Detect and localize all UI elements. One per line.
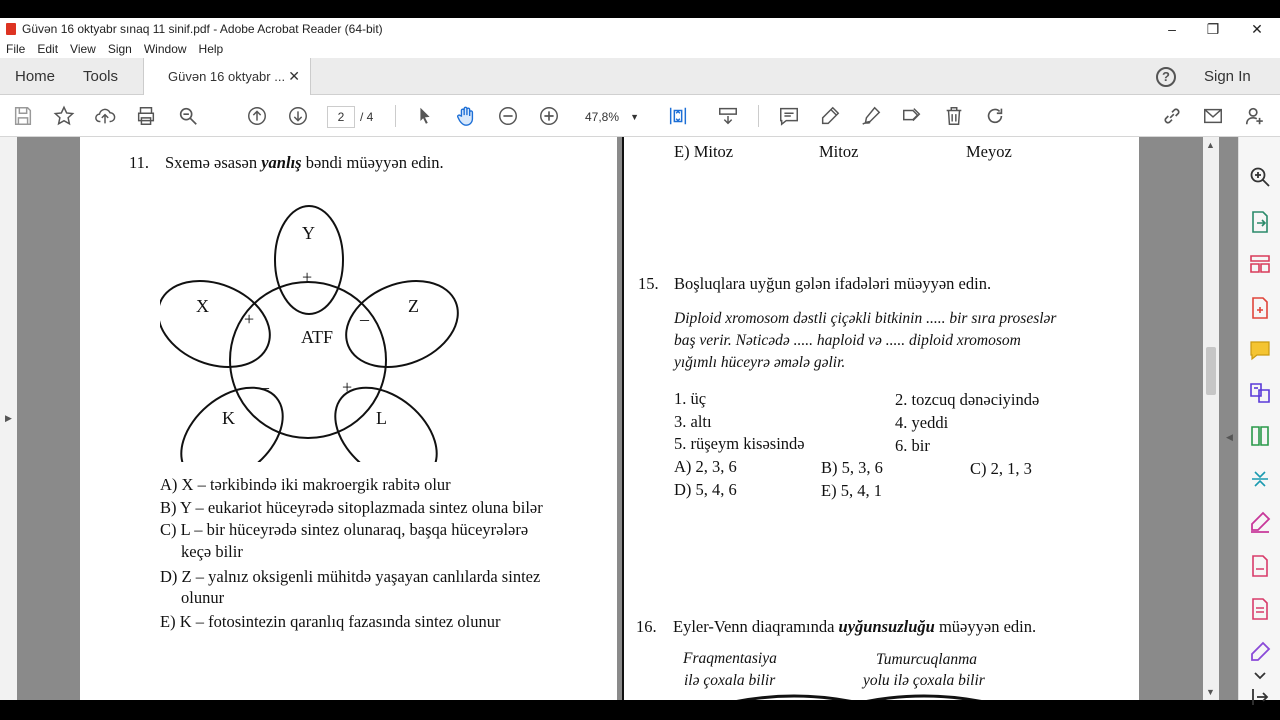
expand-pane-icon[interactable] [1248,685,1272,709]
option-b: B) Y – eukariot hüceyrədə sitoplazmada sintez oluna bilər [160,498,543,517]
question-16-text [673,617,1036,637]
tab-bar [0,58,1280,95]
petal-x-label: X [196,296,209,316]
petal-k-label: K [222,408,235,428]
menu-sign[interactable]: Sign [107,42,132,56]
q16-text-emphasis: uyğunsuzluğu [838,617,935,636]
option-e: E) K – fotosintezin qaranlıq fazasında sintez olunur [160,612,501,631]
scroll-up-icon[interactable]: ▲ [1206,140,1215,150]
q16-text-pre: Eyler-Venn diaqramında [673,617,839,636]
scan-ocr-icon[interactable] [1248,467,1272,491]
q15-item-5: 5. rüşeym kisəsində [674,434,805,453]
zoom-in-icon[interactable] [536,103,562,129]
option-d-cont: olunur [181,588,225,607]
sign-y: + [302,267,313,287]
toolbar-divider [395,105,396,127]
acrobat-window [0,18,1280,700]
pdf-page-left [80,137,617,700]
search-zoom-icon[interactable] [1248,165,1272,189]
venn-label-right-1: Tumurcuqlanma [876,651,978,668]
option-d: D) Z – yalnız oksigenli mühitdə yaşayan canlılarda sintez [160,567,541,586]
protect-pdf-icon[interactable] [1248,597,1272,621]
q15-item-3: 3. altı [674,412,712,431]
bookmark-star-icon[interactable] [51,103,77,129]
question-11-number: 11. [129,153,150,172]
close-tab-icon[interactable]: ✕ [288,68,300,84]
q15-answer-e: E) 5, 4, 1 [821,481,882,500]
sign-l: + [342,377,353,397]
question-11-text [165,153,444,173]
petal-x [160,265,283,383]
question-15-number: 15. [638,274,659,293]
option-c: C) L – bir hüceyrədə sintez olunaraq, başqa hüceyrələrə [160,520,529,539]
fill-sign-icon[interactable] [1248,510,1272,534]
help-icon[interactable]: ? [1156,67,1176,87]
highlight-pen-icon[interactable] [817,103,843,129]
menu-edit[interactable]: Edit [37,42,59,56]
edit-stamp-icon[interactable] [899,103,925,129]
acrobat-app-icon [6,23,16,35]
q15-item-1: 1. üç [674,389,707,408]
zoom-value: 47,8% [585,110,620,124]
zoom-select[interactable] [575,106,645,128]
tab-tools[interactable]: Tools [83,68,119,85]
q15-item-6: 6. bir [895,436,930,455]
scroll-mode-icon[interactable] [715,103,741,129]
toolbar-divider [758,105,759,127]
combine-files-icon[interactable] [1248,381,1272,405]
chevron-down-icon[interactable] [1248,665,1272,679]
export-pdf-icon[interactable] [1248,210,1272,234]
hand-tool-icon[interactable] [453,103,479,129]
petal-y-label: Y [302,223,315,243]
mitoz-label: Mitoz [819,142,859,161]
venn-label-left-2: ilə çoxala bilir [684,672,776,689]
tab-home[interactable]: Home [15,68,56,85]
diagram-center-label: ATF [301,327,334,347]
menu-window[interactable]: Window [143,42,187,56]
print-icon[interactable] [133,103,159,129]
venn-label-right-2: yolu ilə çoxala bilir [863,672,985,689]
chevron-down-icon: ▼ [630,112,639,122]
venn-circles-top [714,692,1044,700]
menu-bar [0,40,1280,58]
menu-file[interactable]: File [6,42,26,56]
sign-in-button[interactable]: Sign In [1204,68,1251,85]
sign-z: – [360,309,369,329]
scrollbar-thumb[interactable] [1206,347,1216,395]
tab-document[interactable] [143,58,311,96]
previous-page-icon[interactable] [244,103,270,129]
q15-body-line-3: yığımlı hüceyrə əmələ gəlir. [674,354,846,371]
email-icon[interactable] [1200,103,1226,129]
q15-answer-c: C) 2, 1, 3 [970,459,1032,478]
share-link-icon[interactable] [1159,103,1185,129]
collapse-right-pane-icon[interactable]: ◀ [1226,432,1233,442]
venn-label-left-1: Fraqmentasiya [683,650,777,667]
q15-body-line-1: Diploid xromosom dəstli çiçəkli bitkinin ..... bir sıra proseslər [674,310,1057,327]
petal-z [333,265,460,383]
q15-item-2: 2. tozcuq dənəciyində [895,390,1040,409]
document-tab-label: Güvən 16 oktyabr ... [168,69,286,84]
comment-icon[interactable] [776,103,802,129]
document-viewport[interactable] [0,137,1238,700]
q11-text-pre: Sxemə əsasən [165,153,262,172]
add-user-icon[interactable] [1242,103,1268,129]
q16-text-post: müəyyən edin. [934,617,1037,636]
zoom-out-icon[interactable] [495,103,521,129]
title-bar [0,18,1280,40]
vertical-scrollbar[interactable] [1203,137,1219,700]
fit-page-icon[interactable] [665,103,691,129]
pdf-page-right [622,137,1139,700]
q11-text-emphasis: yanlış [261,153,302,172]
sign-pen-icon[interactable] [858,103,884,129]
meyoz-label: Meyoz [966,142,1012,161]
q15-item-4: 4. yeddi [895,413,949,432]
find-icon[interactable] [175,103,201,129]
option-a: A) X – tərkibində iki makroergik rabitə olur [160,475,451,494]
window-title: Güvən 16 oktyabr sınaq 11 sinif.pdf - Adobe Acrobat Reader (64-bit) [22,22,383,36]
save-icon[interactable] [10,103,36,129]
q15-answer-a: A) 2, 3, 6 [674,457,737,476]
select-cursor-icon[interactable] [412,103,438,129]
sign-x: + [244,309,255,329]
create-pdf-icon[interactable] [1248,296,1272,320]
organize-pages-icon[interactable] [1248,252,1272,276]
question-15-text: Boşluqlara uyğun gələn ifadələri müəyyən edin. [674,274,992,293]
option-c-cont: keçə bilir [181,542,243,561]
menu-help[interactable]: Help [198,42,224,56]
q15-answer-b: B) 5, 3, 6 [821,458,883,477]
edit-pdf-icon[interactable] [1248,554,1272,578]
scroll-down-icon[interactable]: ▼ [1206,687,1215,697]
atf-center-circle [230,282,386,438]
menu-view[interactable]: View [70,42,96,56]
question-16-number: 16. [636,617,657,636]
comment-tool-icon[interactable] [1248,338,1272,362]
next-page-icon[interactable] [285,103,311,129]
cloud-upload-icon[interactable] [92,103,118,129]
compare-files-icon[interactable] [1248,424,1272,448]
close-window-button[interactable]: ✕ [1251,20,1263,37]
sign-k: – [260,377,269,397]
restore-button[interactable]: ❐ [1206,20,1220,37]
main-toolbar [0,95,1280,137]
minimize-button[interactable]: – [1168,21,1176,37]
page-total: / 4 [360,110,374,124]
mitoz-option-e: E) Mitoz [674,142,734,161]
delete-trash-icon[interactable] [941,103,967,129]
q15-answer-d: D) 5, 4, 6 [674,480,737,499]
petal-l-label: L [376,408,387,428]
right-tools-pane [1238,137,1280,700]
petal-z-label: Z [408,296,419,316]
q11-text-post: bəndi müəyyən edin. [301,153,444,172]
page-number-input[interactable]: 2 [327,106,355,128]
rotate-icon[interactable] [982,103,1008,129]
q15-body-line-2: baş verir. Nəticədə ..... haploid və ..... diploid xromosom [674,332,1021,349]
chevron-right-icon: ▶ [5,413,12,423]
more-tools-icon[interactable] [1248,640,1272,664]
left-panel-toggle[interactable] [0,137,17,700]
